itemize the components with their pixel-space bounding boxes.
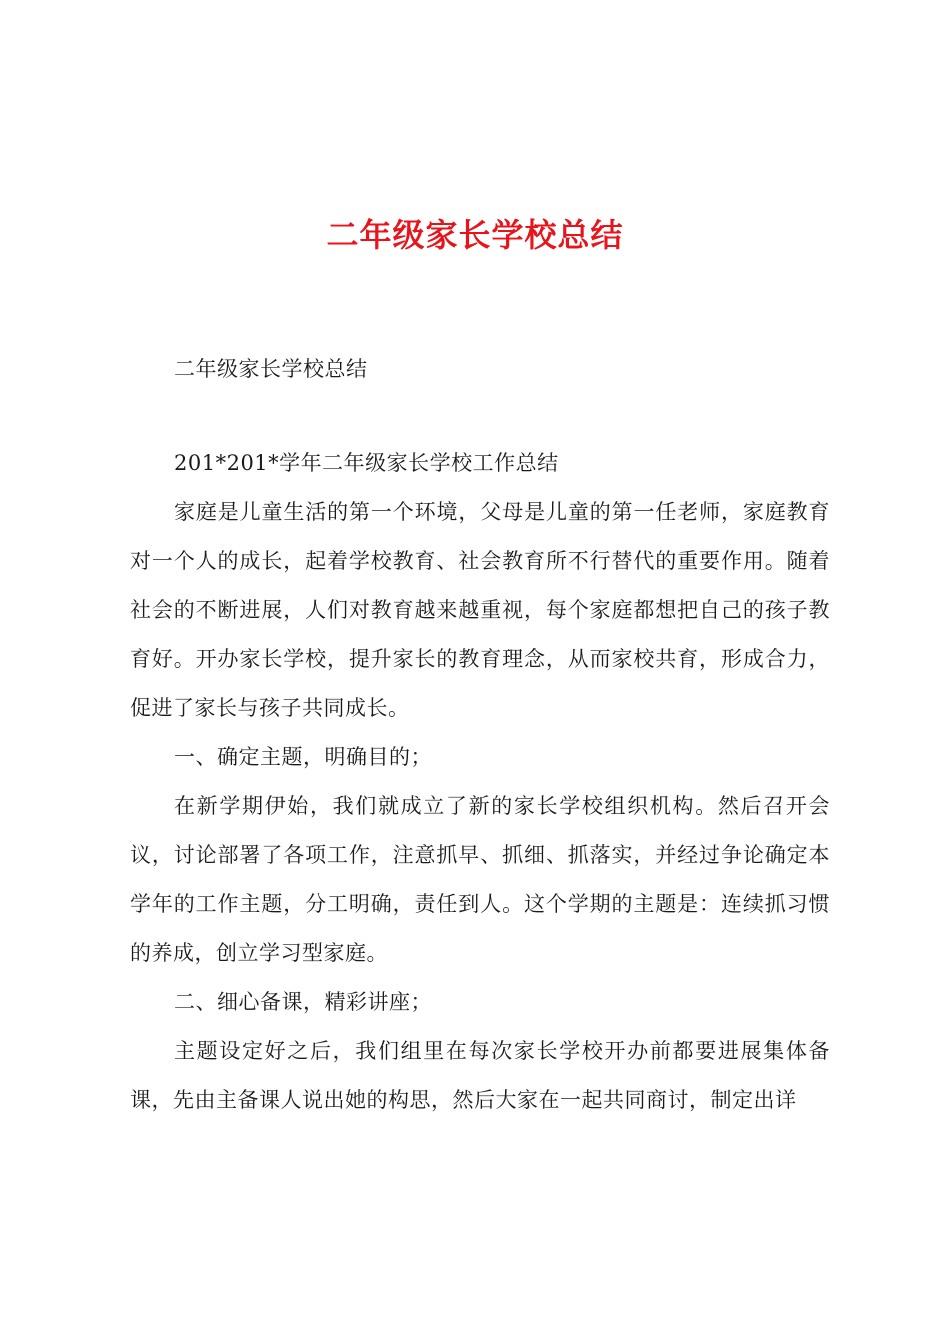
document-title: 二年级家长学校总结	[326, 216, 624, 254]
paragraph-section-2: 主题设定好之后，我们组里在每次家长学校开办前都要进展集体备课，先由主备课人说出她的构思，然后大家在一起共同商讨，制定出详	[130, 1039, 830, 1112]
document-subtitle: 二年级家长学校总结	[174, 357, 368, 381]
section-heading-annual: 201*201*学年二年级家长学校工作总结	[174, 451, 559, 475]
section-heading-1: 一、确定主题，明确目的；	[174, 745, 432, 769]
document-body	[130, 345, 830, 1125]
section-heading-2: 二、细心备课，精彩讲座；	[174, 990, 432, 1014]
paragraph-section-1: 在新学期伊始，我们就成立了新的家长学校组织机构。然后召开会议，讨论部署了各项工作，注意抓早、抓细、抓落实，并经过争论确定本学年的工作主题，分工明确，责任到人。这个学期的主题是：连续抓习惯的养成，创立学习型家庭。	[130, 794, 830, 965]
paragraph-intro: 家庭是儿童生活的第一个环境，父母是儿童的第一任老师，家庭教育对一个人的成长，起着学校教育、社会教育所不行替代的重要作用。随着社会的不断进展，人们对教育越来越重视，每个家庭都想把自己的孩子教育好。开办家长学校，提升家长的教育理念，从而家校共育，形成合力，促进了家长与孩子共同成长。	[130, 500, 830, 720]
